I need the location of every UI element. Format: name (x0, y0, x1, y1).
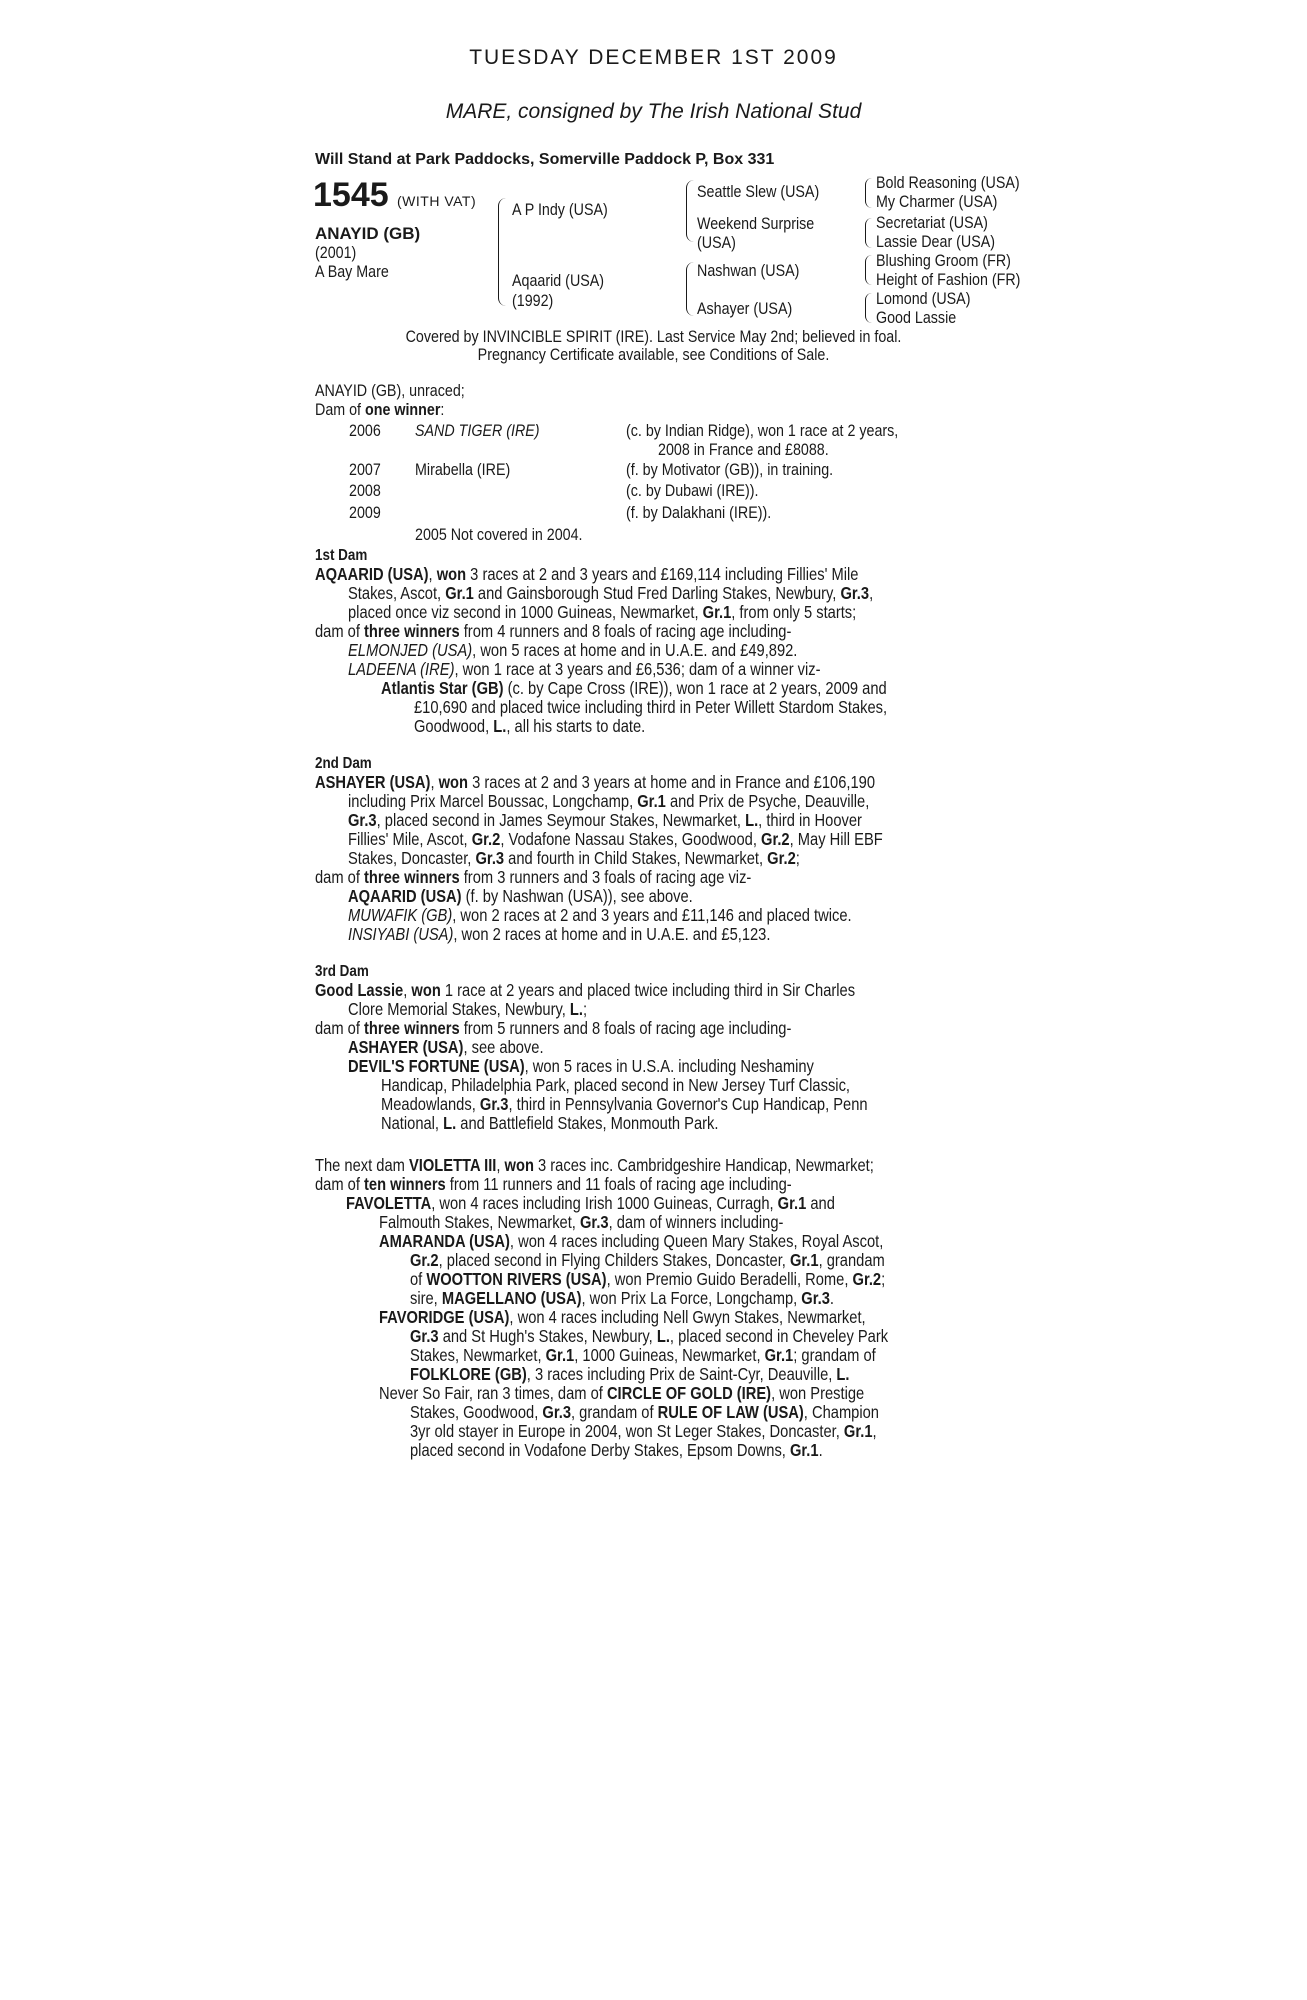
third-dam-section (315, 962, 1015, 1137)
sire-dam-line1: Weekend Surprise (697, 214, 815, 233)
dam-line: placed second in Vodafone Derby Stakes, Epsom Downs, Gr.1. (410, 1440, 823, 1460)
dam-line: Gr.2, placed second in Flying Childers Stakes, Doncaster, Gr.1, grandam (410, 1250, 885, 1270)
dam-line: sire, MAGELLANO (USA), won Prix La Force, Longchamp, Gr.3. (410, 1288, 835, 1308)
dam-line: Fillies' Mile, Ascot, Gr.2, Vodafone Nassau Stakes, Goodwood, Gr.2, May Hill EBF (348, 829, 883, 849)
next-dam-section (315, 1156, 1015, 1476)
dam-line: dam of ten winners from 11 runners and 11 foals of racing age including- (315, 1174, 792, 1194)
dam-line: £10,690 and placed twice including third in Peter Willett Stardom Stakes, (414, 697, 888, 717)
produce-detail: (f. by Motivator (GB)), in training. (626, 460, 834, 479)
dam-line: dam of three winners from 4 runners and 8 foals of racing age including- (315, 621, 792, 641)
dam-line: Clore Memorial Stakes, Newbury, L.; (348, 999, 588, 1019)
dam-line: Never So Fair, ran 3 times, dam of CIRCLE OF GOLD (IRE), won Prestige (379, 1383, 865, 1403)
produce-year: 2007 (349, 460, 381, 479)
dam-line: Stakes, Doncaster, Gr.3 and fourth in Child Stakes, Newmarket, Gr.2; (348, 848, 800, 868)
dam-line: AQAARID (USA) (f. by Nashwan (USA)), see above. (348, 886, 693, 906)
produce-intro: ANAYID (GB), unraced; (315, 381, 465, 400)
dam-line: including Prix Marcel Boussac, Longchamp, Gr.1 and Prix de Psyche, Deauville, (348, 791, 870, 811)
dam-line: The next dam VIOLETTA III, won 3 races inc. Cambridgeshire Handicap, Newmarket; (315, 1155, 874, 1175)
brace-dam-line (686, 262, 694, 316)
sire: A P Indy (USA) (512, 200, 608, 219)
section-heading: 3rd Dam (315, 963, 369, 980)
dam-line: MUWAFIK (GB), won 2 races at 2 and 3 years and £11,146 and placed twice. (348, 905, 852, 925)
ancestor-3: Secretariat (USA) (876, 213, 988, 232)
dam-line: FAVORIDGE (USA), won 4 races including Nell Gwyn Stakes, Newmarket, (379, 1307, 866, 1327)
covered-line1: Covered by INVINCIBLE SPIRIT (IRE). Last Service May 2nd; believed in foal. (405, 327, 902, 346)
dam-line: Stakes, Goodwood, Gr.3, grandam of RULE OF LAW (USA), Champion (410, 1402, 879, 1422)
dam-line: dam of three winners from 3 runners and 3 foals of racing age viz- (315, 867, 752, 887)
dam-line: of WOOTTON RIVERS (USA), won Premio Guido Beradelli, Rome, Gr.2; (410, 1269, 886, 1289)
dam-line: ASHAYER (USA), see above. (348, 1037, 544, 1057)
produce-detail: (c. by Indian Ridge), won 1 race at 2 years, (626, 421, 899, 440)
produce-dam-of: Dam of one winner: (315, 400, 445, 419)
brace-sire-line (686, 180, 694, 242)
dam-line: dam of three winners from 5 runners and 8 foals of racing age including- (315, 1018, 792, 1038)
produce-year: 2009 (349, 503, 381, 522)
dam-line: Goodwood, L., all his starts to date. (414, 716, 646, 736)
foaled-year: (2001) (315, 243, 357, 262)
dam-line: Stakes, Newmarket, Gr.1, 1000 Guineas, Newmarket, Gr.1; grandam of (410, 1345, 876, 1365)
dam-line: LADEENA (IRE), won 1 race at 3 years and £6,536; dam of a winner viz- (348, 659, 821, 679)
produce-year: 2006 (349, 421, 381, 440)
produce-year: 2008 (349, 481, 381, 500)
ancestor-2: My Charmer (USA) (876, 192, 998, 211)
dam-line: INSIYABI (USA), won 2 races at home and in U.A.E. and £5,123. (348, 924, 771, 944)
dam-dam: Ashayer (USA) (697, 299, 793, 318)
covered-line2: Pregnancy Certificate available, see Conditions of Sale. (477, 345, 830, 364)
dam-line: AQAARID (USA), won 3 races at 2 and 3 years and £169,114 including Fillies' Mile (315, 564, 859, 584)
dam-line: Gr.3, placed second in James Seymour Stakes, Newmarket, L., third in Hoover (348, 810, 862, 830)
dam-year: (1992) (512, 291, 554, 310)
dam-line: placed once viz second in 1000 Guineas, Newmarket, Gr.1, from only 5 starts; (348, 602, 857, 622)
produce-note: 2005 Not covered in 2004. (415, 525, 583, 544)
produce-name: Mirabella (IRE) (415, 460, 511, 479)
ancestor-1: Bold Reasoning (USA) (876, 173, 1020, 192)
dam-line: Gr.3 and St Hugh's Stakes, Newbury, L., placed second in Cheveley Park (410, 1326, 889, 1346)
ancestor-7: Lomond (USA) (876, 289, 971, 308)
dam-line: National, L. and Battlefield Stakes, Monmouth Park. (381, 1113, 719, 1133)
ancestor-8: Good Lassie (876, 308, 957, 327)
produce-detail: (c. by Dubawi (IRE)). (626, 481, 759, 500)
ancestor-6: Height of Fashion (FR) (876, 270, 1021, 289)
first-dam-section (315, 546, 1015, 736)
dam-line: Meadowlands, Gr.3, third in Pennsylvania Governor's Cup Handicap, Penn (381, 1094, 868, 1114)
dam-sire: Nashwan (USA) (697, 261, 800, 280)
sire-dam-line2: (USA) (697, 233, 736, 252)
dam-line: Stakes, Ascot, Gr.1 and Gainsborough Stud Fred Darling Stakes, Newbury, Gr.3, (348, 583, 874, 603)
horse-name: ANAYID (GB) (315, 224, 421, 243)
dam-line: AMARANDA (USA), won 4 races including Queen Mary Stakes, Royal Ascot, (379, 1231, 884, 1251)
dam-line: DEVIL'S FORTUNE (USA), won 5 races in U.S.A. including Neshaminy (348, 1056, 814, 1076)
dam-line: 3yr old stayer in Europe in 2004, won St Leger Stakes, Doncaster, Gr.1, (410, 1421, 877, 1441)
section-heading: 2nd Dam (315, 755, 372, 772)
dam-line: FAVOLETTA, won 4 races including Irish 1000 Guineas, Curragh, Gr.1 and (346, 1193, 835, 1213)
section-heading: 1st Dam (315, 547, 368, 564)
sale-date: TUESDAY DECEMBER 1ST 2009 (469, 46, 838, 69)
ancestor-5: Blushing Groom (FR) (876, 251, 1011, 270)
dam-line: Handicap, Philadelphia Park, placed second in New Jersey Turf Classic, (381, 1075, 851, 1095)
lot-number: 1545 (313, 176, 389, 214)
sire-sire: Seattle Slew (USA) (697, 182, 820, 201)
ancestor-4: Lassie Dear (USA) (876, 232, 996, 251)
horse-description: A Bay Mare (315, 262, 389, 281)
dam-line: Falmouth Stakes, Newmarket, Gr.3, dam of winners including- (379, 1212, 784, 1232)
consignor-line: MARE, consigned by The Irish National Stud (445, 100, 862, 123)
stand-location: Will Stand at Park Paddocks, Somerville Paddock P, Box 331 (315, 151, 775, 168)
produce-detail: (f. by Dalakhani (IRE)). (626, 503, 772, 522)
dam-line: ELMONJED (USA), won 5 races at home and in U.A.E. and £49,892. (348, 640, 798, 660)
second-dam-section (315, 754, 1015, 944)
dam: Aqaarid (USA) (512, 271, 605, 290)
produce-detail-cont: 2008 in France and £8088. (658, 440, 829, 459)
vat-note: (WITH VAT) (397, 193, 477, 209)
produce-name: SAND TIGER (IRE) (415, 421, 540, 440)
dam-line: ASHAYER (USA), won 3 races at 2 and 3 years at home and in France and £106,190 (315, 772, 876, 792)
dam-line: Good Lassie, won 1 race at 2 years and placed twice including third in Sir Charles (315, 980, 856, 1000)
dam-line: Atlantis Star (GB) (c. by Cape Cross (IRE)), won 1 race at 2 years, 2009 and (381, 678, 887, 698)
dam-line: FOLKLORE (GB), 3 races including Prix de Saint-Cyr, Deauville, L. (410, 1364, 850, 1384)
